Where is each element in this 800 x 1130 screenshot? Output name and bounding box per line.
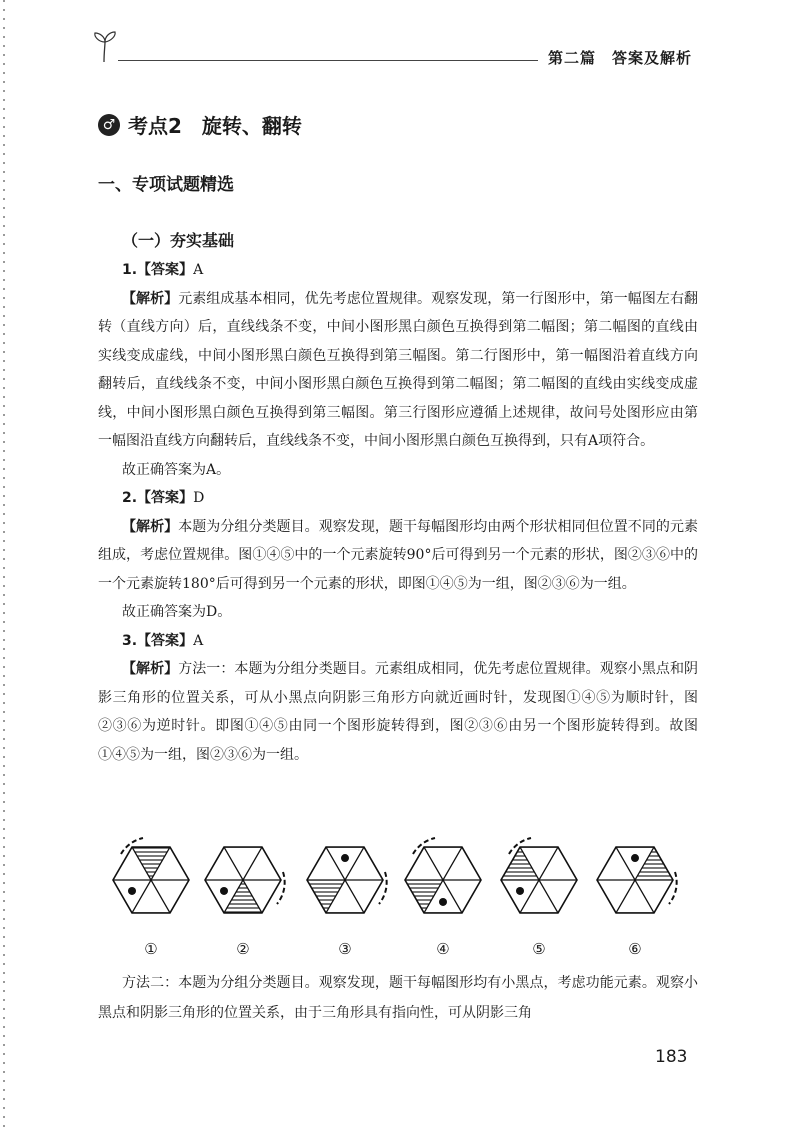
analysis-text: 方法一：本题为分组分类题目。元素组成相同，优先考虑位置规律。观察小黑点和阴影三角形的位置关系，可从小黑点向阴影三角形方向就近画时针，发现图①④⑤为顺时针，图②③⑥为逆时针。即图①④⑤由同一个图形旋转得到，图②③⑥由另一个图形旋转得到。故图①④⑤为一组，图②③⑥为一组。 — [98, 661, 699, 763]
rotation-arrow-icon — [277, 872, 285, 904]
sprout-icon — [90, 30, 120, 64]
conclusion: 故正确答案为D。 — [122, 604, 232, 620]
answer-label: 1.【答案】 — [122, 262, 194, 278]
analysis-label: 【解析】 — [122, 518, 179, 535]
answer-line — [98, 256, 698, 285]
hexagon — [501, 838, 577, 913]
subsection-title: 一、专项试题精选 — [98, 175, 234, 195]
hexagon — [597, 847, 677, 913]
analysis-paragraph — [98, 513, 698, 599]
hexagon — [205, 847, 285, 913]
page-header — [0, 0, 800, 80]
section-badge-icon: ♂ — [98, 114, 120, 136]
black-dot — [631, 854, 639, 862]
answers-body — [98, 256, 698, 769]
analysis-paragraph — [98, 655, 698, 769]
section-title-text: 考点2 旋转、翻转 — [128, 114, 302, 138]
shaded-triangle — [501, 847, 539, 880]
method2-body — [98, 968, 698, 1028]
shaded-triangle — [405, 880, 443, 913]
answer-line — [98, 627, 698, 656]
hexagon — [307, 847, 387, 913]
answer-label: 2.【答案】 — [122, 490, 194, 506]
shaded-triangle — [132, 847, 170, 880]
answer-label: 3.【答案】 — [122, 632, 194, 649]
conclusion: 故正确答案为A。 — [122, 461, 231, 478]
analysis-label: 【解析】 — [122, 661, 179, 677]
rotation-arrow-icon — [379, 872, 387, 904]
answer-value: A — [193, 262, 204, 278]
header-title: 第二篇 答案及解析 — [548, 49, 693, 67]
figure-label: ⑤ — [532, 940, 546, 958]
black-dot — [439, 898, 447, 906]
rotation-arrow-icon — [413, 838, 435, 854]
figure-label: ③ — [338, 940, 352, 958]
hexagon — [405, 838, 481, 913]
figure-label: ② — [236, 940, 250, 958]
answer-value: A — [193, 632, 204, 649]
section-title — [98, 110, 302, 139]
shaded-triangle — [224, 880, 262, 913]
figure-label: ① — [144, 940, 158, 958]
black-dot — [516, 887, 524, 895]
black-dot — [220, 887, 228, 895]
method2-paragraph: 方法二：本题为分组分类题目。观察发现，题干每幅图形均有小黑点，考虑功能元素。观察小黑点和阴影三角形的位置关系，由于三角形具有指向性，可从阴影三角 — [98, 975, 698, 1021]
analysis-text: 本题为分组分类题目。观察发现，题干每幅图形均由两个形状相同但位置不同的元素组成，考虑位置规律。图①④⑤中的一个元素旋转90°后可得到另一个元素的形状，图②③⑥中的一个元素旋转180°后可得到另一个元素的形状，即图①④⑤为一组，图②③⑥为一组。 — [98, 518, 699, 592]
hexagon-figure — [100, 826, 700, 966]
header-rule — [118, 60, 538, 61]
analysis-text: 元素组成基本相同，优先考虑位置规律。观察发现，第一行图形中，第一幅图左右翻转（直线方向）后，直线线条不变，中间小图形黑白颜色互换得到第二幅图；第二幅图的直线由实线变成虚线，中间小图形黑白颜色互换得到第三幅图。第二行图形中，第一幅图沿着直线方向翻转后，直线线条不变，中间小图形黑白颜色互换得到第二幅图；第二幅图的直线由实线变成虚线，中间小图形黑白颜色互换得到第三幅图。第三行图形应遵循上述规律，故问号处图形应由第一幅图沿直线方向翻转后，直线线条不变，中间小图形黑白颜色互换得到，只有A项符合。 — [98, 290, 699, 449]
answer-line — [98, 484, 698, 513]
shaded-triangle — [635, 847, 673, 880]
figure-label: ⑥ — [628, 940, 642, 958]
subsubsection-title: （一）夯实基础 — [122, 231, 235, 250]
binding-dots — [3, 0, 5, 1130]
hexagon — [113, 838, 189, 913]
page-number: 183 — [655, 1047, 688, 1067]
shaded-triangle — [307, 880, 345, 913]
figure-label: ④ — [436, 940, 450, 958]
analysis-paragraph — [98, 285, 698, 456]
analysis-label: 【解析】 — [122, 290, 179, 307]
answer-value: D — [193, 490, 205, 506]
black-dot — [341, 854, 349, 862]
black-dot — [128, 887, 136, 895]
